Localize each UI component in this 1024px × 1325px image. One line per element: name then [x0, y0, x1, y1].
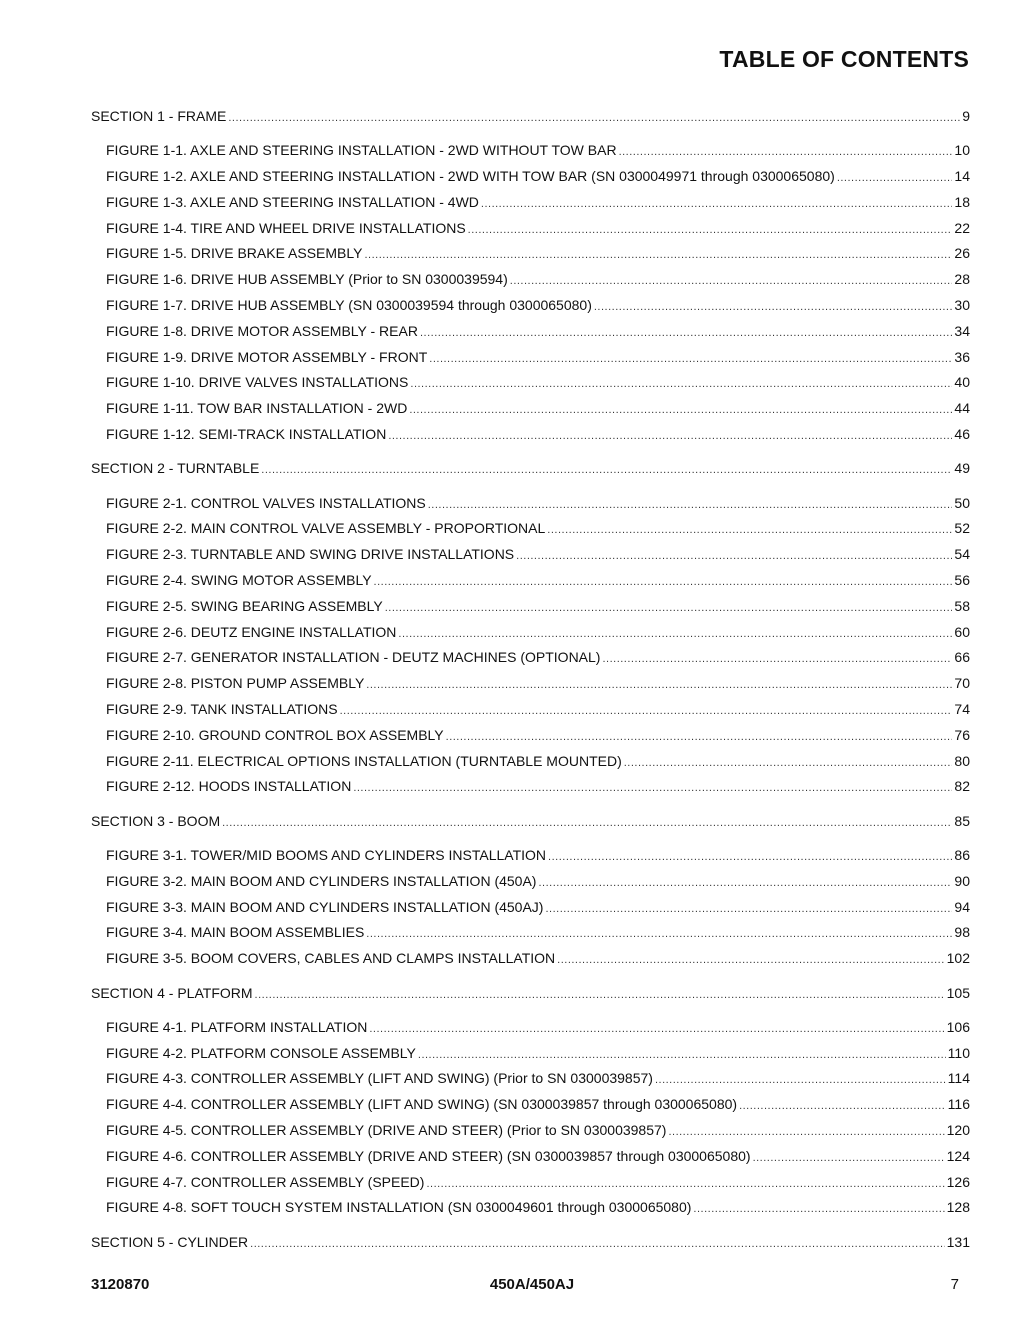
- page-number: 14: [954, 168, 970, 185]
- toc-figure-entry[interactable]: [91, 645, 970, 671]
- dot-leader: [222, 811, 952, 837]
- toc-figure-entry[interactable]: [91, 774, 970, 800]
- figure-title: FIGURE 3-3. MAIN BOOM AND CYLINDERS INSTALLATION (450AJ): [106, 898, 544, 915]
- figure-title: FIGURE 3-4. MAIN BOOM ASSEMBLIES: [106, 924, 365, 941]
- toc-figure-entry[interactable]: [91, 1170, 970, 1196]
- page-number: 80: [954, 752, 970, 769]
- figure-title: FIGURE 2-10. GROUND CONTROL BOX ASSEMBLY: [106, 726, 444, 743]
- dot-leader: [409, 398, 952, 424]
- figure-title: FIGURE 4-6. CONTROLLER ASSEMBLY (DRIVE AND STEER) (SN 0300039857 through 0300065080): [106, 1147, 751, 1164]
- page-number: 70: [954, 675, 970, 692]
- page-number: 40: [954, 374, 970, 391]
- dot-leader: [366, 922, 952, 948]
- figure-title: FIGURE 2-3. TURNTABLE AND SWING DRIVE INSTALLATIONS: [106, 546, 515, 563]
- dot-leader: [255, 983, 945, 1009]
- dot-leader: [429, 347, 952, 373]
- figure-title: FIGURE 2-5. SWING BEARING ASSEMBLY: [106, 597, 383, 614]
- page-number: 46: [954, 426, 970, 443]
- toc-figure-entry[interactable]: [91, 895, 970, 921]
- figure-title: FIGURE 1-7. DRIVE HUB ASSEMBLY (SN 0300039594 through 0300065080): [106, 297, 592, 314]
- page-number: 82: [954, 778, 970, 795]
- figure-title: FIGURE 1-11. TOW BAR INSTALLATION - 2WD: [106, 400, 408, 417]
- toc-figure-entry[interactable]: [91, 164, 970, 190]
- page-number: 85: [954, 812, 970, 829]
- figure-title: FIGURE 1-12. SEMI-TRACK INSTALLATION: [106, 426, 387, 443]
- page-number: 110: [947, 1044, 970, 1061]
- page-number: 28: [954, 271, 970, 288]
- toc-figure-entry[interactable]: [91, 1144, 970, 1170]
- dot-leader: [366, 673, 952, 699]
- dot-leader: [516, 544, 952, 570]
- page-number: 54: [954, 546, 970, 563]
- page-number: 120: [946, 1121, 970, 1138]
- page-number: 49: [954, 460, 970, 477]
- toc-figure-entry[interactable]: [91, 671, 970, 697]
- page-number: 124: [946, 1147, 970, 1164]
- toc-figure-entry[interactable]: [91, 568, 970, 594]
- toc-figure-entry[interactable]: [91, 516, 970, 542]
- dot-leader: [228, 106, 960, 132]
- toc-section-entry[interactable]: [91, 809, 970, 835]
- figure-title: FIGURE 1-8. DRIVE MOTOR ASSEMBLY - REAR: [106, 322, 418, 339]
- page-number: 44: [954, 400, 970, 417]
- figure-title: FIGURE 4-2. PLATFORM CONSOLE ASSEMBLY: [106, 1044, 416, 1061]
- page-number: 86: [954, 847, 970, 864]
- page-number: 30: [954, 297, 970, 314]
- page-number: 10: [954, 142, 970, 159]
- page-number: 90: [954, 872, 970, 889]
- toc-figure-entry[interactable]: [91, 190, 970, 216]
- toc-figure-entry[interactable]: [91, 869, 970, 895]
- toc-figure-entry[interactable]: [91, 293, 970, 319]
- dot-leader: [426, 1172, 944, 1198]
- page-number: 131: [946, 1233, 970, 1250]
- footer-page-number: 7: [950, 1276, 959, 1293]
- page-number: 128: [946, 1199, 970, 1216]
- dot-leader: [261, 458, 952, 484]
- figure-title: FIGURE 1-3. AXLE AND STEERING INSTALLATION - 4WD: [106, 193, 479, 210]
- page-number: 22: [954, 219, 970, 236]
- dot-leader: [364, 243, 952, 269]
- toc-figure-entry[interactable]: [91, 542, 970, 568]
- toc-figure-entry[interactable]: [91, 1118, 970, 1144]
- dot-leader: [547, 518, 952, 544]
- page-title: TABLE OF CONTENTS: [719, 46, 969, 72]
- toc-section-entry[interactable]: [91, 104, 970, 130]
- toc-figure-entry[interactable]: [91, 723, 970, 749]
- page-number: 18: [954, 193, 970, 210]
- dot-leader: [594, 295, 953, 321]
- dot-leader: [385, 596, 953, 622]
- dot-leader: [739, 1094, 946, 1120]
- figure-title: FIGURE 1-4. TIRE AND WHEEL DRIVE INSTALLATIONS: [106, 219, 466, 236]
- page-number: 56: [954, 572, 970, 589]
- toc-figure-entry[interactable]: [91, 370, 970, 396]
- figure-title: FIGURE 4-1. PLATFORM INSTALLATION: [106, 1018, 368, 1035]
- page-number: 34: [954, 322, 970, 339]
- toc-figure-entry[interactable]: [91, 1066, 970, 1092]
- section-title: SECTION 2 - TURNTABLE: [91, 460, 260, 477]
- dot-leader: [398, 622, 952, 648]
- figure-title: FIGURE 1-1. AXLE AND STEERING INSTALLATION - 2WD WITHOUT TOW BAR: [106, 142, 617, 159]
- dot-leader: [510, 269, 953, 295]
- page-number: 74: [954, 701, 970, 718]
- toc-section-entry[interactable]: [91, 456, 970, 482]
- toc-figure-entry[interactable]: [91, 396, 970, 422]
- figure-title: FIGURE 2-9. TANK INSTALLATIONS: [106, 701, 338, 718]
- figure-title: FIGURE 2-8. PISTON PUMP ASSEMBLY: [106, 675, 365, 692]
- footer-model: 450A/450AJ: [489, 1276, 575, 1293]
- figure-title: FIGURE 1-9. DRIVE MOTOR ASSEMBLY - FRONT: [106, 348, 428, 365]
- table-of-contents: [91, 104, 970, 1255]
- dot-leader: [250, 1232, 945, 1258]
- figure-title: FIGURE 3-1. TOWER/MID BOOMS AND CYLINDERS INSTALLATION: [106, 847, 547, 864]
- page-number: 9: [962, 108, 970, 124]
- dot-leader: [538, 871, 952, 897]
- figure-title: FIGURE 4-5. CONTROLLER ASSEMBLY (DRIVE AND STEER) (Prior to SN 0300039857): [106, 1121, 667, 1138]
- page-number: 52: [954, 520, 970, 537]
- dot-leader: [693, 1197, 944, 1223]
- figure-title: FIGURE 2-11. ELECTRICAL OPTIONS INSTALLATION (TURNTABLE MOUNTED): [106, 752, 622, 769]
- toc-section-entry[interactable]: [91, 981, 970, 1007]
- dot-leader: [481, 192, 953, 218]
- page-number: 36: [954, 348, 970, 365]
- dot-leader: [420, 321, 952, 347]
- section-title: SECTION 4 - PLATFORM: [91, 984, 253, 1001]
- dot-leader: [753, 1146, 945, 1172]
- figure-title: FIGURE 1-10. DRIVE VALVES INSTALLATIONS: [106, 374, 409, 391]
- toc-figure-entry[interactable]: [91, 267, 970, 293]
- toc-figure-entry[interactable]: [91, 946, 970, 972]
- toc-figure-entry[interactable]: [91, 1195, 970, 1221]
- page-number: 94: [954, 898, 970, 915]
- dot-leader: [545, 897, 952, 923]
- figure-title: FIGURE 3-2. MAIN BOOM AND CYLINDERS INSTALLATION (450A): [106, 872, 537, 889]
- toc-figure-entry[interactable]: [91, 319, 970, 345]
- toc-figure-entry[interactable]: [91, 345, 970, 371]
- figure-title: FIGURE 2-7. GENERATOR INSTALLATION - DEUTZ MACHINES (OPTIONAL): [106, 649, 601, 666]
- toc-figure-entry[interactable]: [91, 920, 970, 946]
- toc-figure-entry[interactable]: [91, 594, 970, 620]
- dot-leader: [388, 424, 952, 450]
- page-number: 98: [954, 924, 970, 941]
- figure-title: FIGURE 3-5. BOOM COVERS, CABLES AND CLAMPS INSTALLATION: [106, 950, 556, 967]
- figure-title: FIGURE 2-6. DEUTZ ENGINE INSTALLATION: [106, 623, 397, 640]
- page-number: 126: [946, 1173, 970, 1190]
- toc-figure-entry[interactable]: [91, 422, 970, 448]
- dot-leader: [428, 493, 953, 519]
- toc-section-entry[interactable]: [91, 1230, 970, 1256]
- dot-leader: [837, 166, 953, 192]
- page-number: 105: [946, 984, 970, 1001]
- section-title: SECTION 5 - CYLINDER: [91, 1233, 249, 1250]
- figure-title: FIGURE 4-8. SOFT TOUCH SYSTEM INSTALLATION (SN 0300049601 through 0300065080): [106, 1199, 692, 1216]
- figure-title: FIGURE 2-12. HOODS INSTALLATION: [106, 778, 352, 795]
- figure-title: FIGURE 2-2. MAIN CONTROL VALVE ASSEMBLY - PROPORTIONAL: [106, 520, 546, 537]
- toc-figure-entry[interactable]: [91, 843, 970, 869]
- page-number: 66: [954, 649, 970, 666]
- toc-figure-entry[interactable]: [91, 749, 970, 775]
- dot-leader: [374, 570, 953, 596]
- page-number: 50: [954, 494, 970, 511]
- toc-figure-entry[interactable]: [91, 216, 970, 242]
- section-title: SECTION 3 - BOOM: [91, 812, 221, 829]
- toc-figure-entry[interactable]: [91, 697, 970, 723]
- toc-figure-entry[interactable]: [91, 1041, 970, 1067]
- dot-leader: [655, 1068, 946, 1094]
- figure-title: FIGURE 2-4. SWING MOTOR ASSEMBLY: [106, 572, 372, 589]
- dot-leader: [468, 218, 953, 244]
- page-number: 76: [954, 726, 970, 743]
- section-title: SECTION 1 - FRAME: [91, 108, 227, 124]
- dot-leader: [557, 948, 944, 974]
- dot-leader: [369, 1017, 944, 1043]
- toc-figure-entry[interactable]: [91, 491, 970, 517]
- dot-leader: [418, 1043, 946, 1069]
- page-number: 102: [946, 950, 970, 967]
- page-number: 58: [954, 597, 970, 614]
- figure-title: FIGURE 1-6. DRIVE HUB ASSEMBLY (Prior to SN 0300039594): [106, 271, 508, 288]
- page-number: 60: [954, 623, 970, 640]
- dot-leader: [353, 776, 952, 802]
- dot-leader: [624, 751, 953, 777]
- toc-figure-entry[interactable]: [91, 241, 970, 267]
- dot-leader: [619, 140, 953, 166]
- dot-leader: [446, 725, 953, 751]
- page-number: 114: [947, 1070, 970, 1087]
- dot-leader: [548, 845, 952, 871]
- page-number: 26: [954, 245, 970, 262]
- figure-title: FIGURE 2-1. CONTROL VALVES INSTALLATIONS: [106, 494, 426, 511]
- figure-title: FIGURE 4-7. CONTROLLER ASSEMBLY (SPEED): [106, 1173, 425, 1190]
- toc-figure-entry[interactable]: [91, 1015, 970, 1041]
- page-number: 106: [946, 1018, 970, 1035]
- toc-figure-entry[interactable]: [91, 1092, 970, 1118]
- dot-leader: [602, 647, 952, 673]
- figure-title: FIGURE 1-5. DRIVE BRAKE ASSEMBLY: [106, 245, 363, 262]
- dot-leader: [668, 1120, 944, 1146]
- footer-doc-number: 3120870: [91, 1276, 150, 1293]
- dot-leader: [410, 372, 952, 398]
- toc-figure-entry[interactable]: [91, 620, 970, 646]
- dot-leader: [340, 699, 953, 725]
- page-number: 116: [947, 1096, 970, 1113]
- figure-title: FIGURE 1-2. AXLE AND STEERING INSTALLATION - 2WD WITH TOW BAR (SN 0300049971 through 0300065080): [106, 168, 835, 185]
- figure-title: FIGURE 4-3. CONTROLLER ASSEMBLY (LIFT AND SWING) (Prior to SN 0300039857): [106, 1070, 653, 1087]
- toc-figure-entry[interactable]: [91, 138, 970, 164]
- figure-title: FIGURE 4-4. CONTROLLER ASSEMBLY (LIFT AND SWING) (SN 0300039857 through 0300065080): [106, 1096, 738, 1113]
